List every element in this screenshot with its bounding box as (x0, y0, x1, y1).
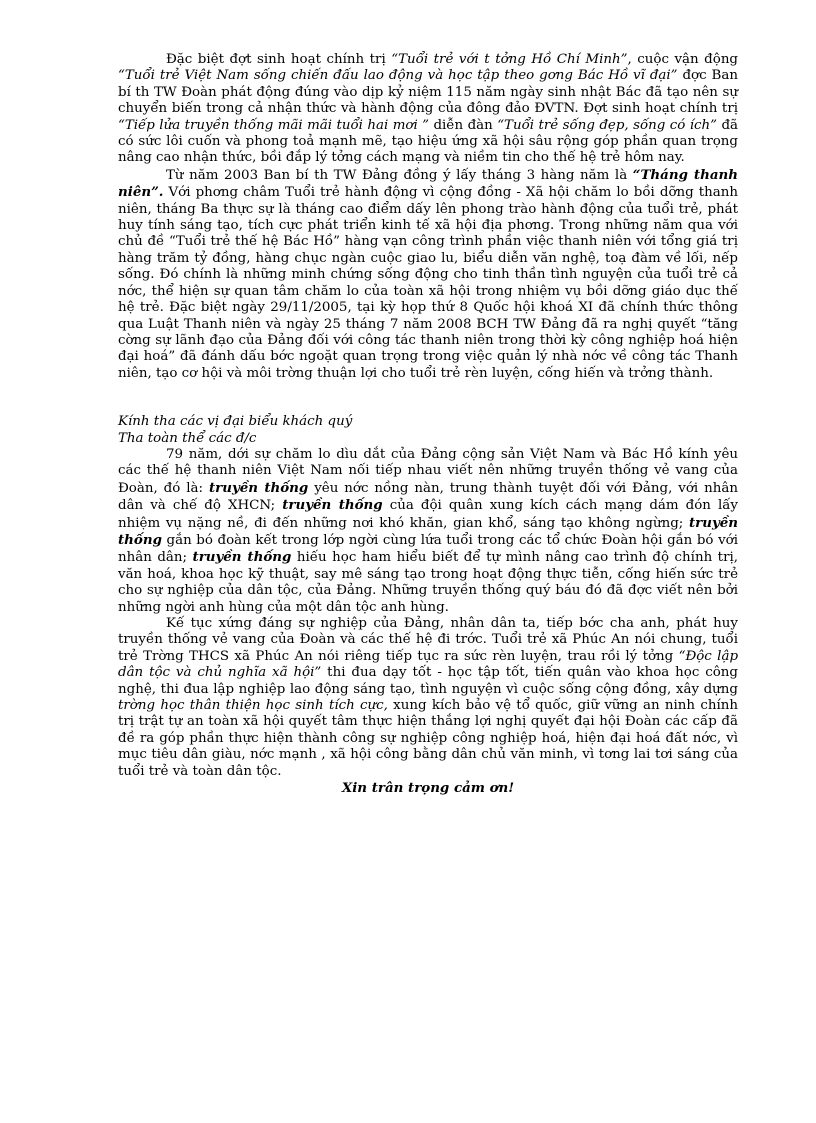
p1-text-4: diễn đàn (429, 117, 498, 133)
p3-bold-2: truyền thống (282, 497, 383, 514)
p3-text-5: hiếu học ham hiểu biết để tự mình nâng cao trình độ chính trị, văn hoá, khoa học kỹ thuật, say mê sáng tạo trong hoạt động thực tiễn, cống hiến sức trẻ cho sự nghiệp của dân tộc, của Đảng. Những truyền thống quý báu đó đã đợc viết nên bởi những ngời anh hùng của một dân tộc anh hùng. (118, 550, 739, 615)
p4-italic-1: “Độc lập dân tộc và chủ nghĩa xã hội” (118, 648, 739, 681)
p4-italic-2: trờng học thân thiện học sinh tích cực, (118, 698, 388, 714)
p4-text-2: thi đua dạy tốt - học tập tốt, tiến quân vào khoa học công nghệ, thi đua lập nghiệp lao động sáng tạo, tình nguyện vì cuộc sống cộng đồng, xây dựng (118, 665, 738, 697)
closing-thanks: Xin trân trọng cảm ơn! (341, 780, 515, 797)
p2-text-2: Với phơng châm Tuổi trẻ hành động vì cộng đồng - Xã hội chăm lo bồi dỡng thanh niên, tháng Ba thực sự là tháng cao điểm dấy lên phong trào hành động của tuổi trẻ, phát huy tính sáng tạo, tích cực phát triển kinh tế xã hội địa phơng. Trong những năm qua với chủ đề “Tuổi trẻ thế hệ Bác Hồ” hàng vạn công trình phần việc thanh niên với tổng giá trị hàng trăm tỷ đồng, hàng chục ngàn cuộc giao lu, biểu diễn văn nghệ, toạ đàm về lối, nếp sống. Đó chính là những minh chứng sống động cho tinh thần tình nguyện của tuổi trẻ cả nớc, thể hiện sự quan tâm chăm lo của toàn xã hội trong nhiệm vụ bồi dỡng giáo dục thế hệ trẻ. Đặc biệt ngày 29/11/2005, tại kỳ họp thứ 8 Quốc hội khoá XI đã chính thức thông qua Luật Thanh niên và ngày 25 tháng 7 năm 2008 BCH TW Đảng đã ra nghị quyết “tăng cờng sự lãnh đạo của Đảng đối với công tác thanh niên trong thời kỳ công nghiệp hoá hiện đại hoá” đã đánh dấu bớc ngoặt quan trọng trong việc quản lý nhà nớc về công tác Thanh niên, tạo cơ hội và môi trờng thuận lợi cho tuổi trẻ rèn luyện, cống hiến và trởng thành. (118, 185, 738, 381)
p1-text-2: , cuộc vận động (627, 52, 739, 67)
p3-bold-1: truyền thống (208, 479, 309, 496)
greeting-line-2: Tha toàn thể các đ/c (118, 430, 257, 446)
p3-bold-3: truyền thống (118, 514, 738, 548)
p3-bold-4: truyền thống (192, 549, 292, 566)
p3-text-3: của đội quân xung kích cách mạng dám đón lấy nhiệm vụ nặng nề, đi đến những nơi khó khăn, gian khổ, sáng tạo không ngừng; (118, 498, 738, 531)
p3-text-1: 79 năm, dới sự chăm lo dìu dắt của Đảng cộng sản Việt Nam và Bác Hồ kính yêu các thế hệ thanh niên Việt Nam nối tiếp nhau viết nên những truyền thống vẻ vang của Đoàn, đó là: (118, 446, 738, 496)
p4-text-3: xung kích bảo vệ tổ quốc, giữ vững an ninh chính trị trật tự an toàn xã hội quyết tâm thực hiện thắng lợi nghị quyết đại hội Đoàn các cấp đã đề ra góp phần thực hiện thành công sự nghiệp công nghiệp hoá, hiện đại hoá đất nớc, vì mục tiêu dân giàu, nớc mạnh , xã hội công bằng dân chủ văn minh, vì tơng lai tơi sáng của tuổi trẻ và toàn dân tộc. (118, 698, 738, 779)
p1-italic-3: “Tiếp lửa truyền thống mãi mãi tuổi hai mơi ” (118, 117, 430, 133)
p4-text-1: Kế tục xứng đáng sự nghiệp của Đảng, nhân dân ta, tiếp bớc cha anh, phát huy truyền thống vẻ vang của Đoàn và các thế hệ đi trớc. Tuổi trẻ xã Phúc An nói chung, tuổi trẻ Trờng THCS xã Phúc An nói riêng tiếp tục ra sức rèn luyện, trau rồi lý tởng (118, 616, 738, 664)
p3-text-4: gắn bó đoàn kết trong lớp ngời cùng lứa tuổi trong các tổ chức Đoàn hội gắn bó với nhân dân; (118, 532, 738, 566)
section-spacer (118, 382, 738, 414)
p1-italic-4: “Tuổi trẻ sống đẹp, sống có ích” (497, 117, 718, 133)
paragraph-2 (118, 167, 738, 382)
p1-italic-2: “Tuổi trẻ Việt Nam sống chiến đấu lao động và học tập theo gơng Bác Hồ vĩ đại” (118, 68, 678, 84)
p2-bold-month: “Tháng thanh niên”. (118, 166, 738, 201)
p1-text-5: đã có sức lôi cuốn và phong toả mạnh mẽ, tạo hiệu ứng xã hội sâu rộng góp phần quan trọng nâng cao nhận thức, bồi đắp lý tởng cách mạng và niềm tin cho thế hệ trẻ hôm nay. (118, 117, 738, 166)
p1-text-1: Đặc biệt đợt sinh hoạt chính trị (166, 52, 392, 67)
p1-text-3: đợc Ban bí th TW Đoàn phát động đúng vào dịp kỷ niệm 115 năm ngày sinh nhật Bác đã tạo nên sự chuyển biến trong cả nhận thức và hành động của đông đảo ĐVTN. Đợt sinh hoạt chính trị (118, 68, 738, 117)
greeting-line-1: Kính tha các vị đại biểu khách quý (118, 414, 353, 430)
paragraph-3 (118, 447, 738, 616)
p3-text-2: yêu nớc nồng nàn, trung thành tuyệt đối với Đảng, với nhân dân và chế độ XHCN; (118, 480, 739, 514)
p2-text-1: Từ năm 2003 Ban bí th TW Đảng đồng ý lấy tháng 3 hàng năm là (166, 167, 633, 183)
paragraph-4 (118, 616, 738, 780)
document-page (118, 52, 738, 796)
p1-italic-1: “Tuổi trẻ với t tởng Hồ Chí Minh” (391, 52, 628, 67)
paragraph-1 (118, 52, 738, 167)
